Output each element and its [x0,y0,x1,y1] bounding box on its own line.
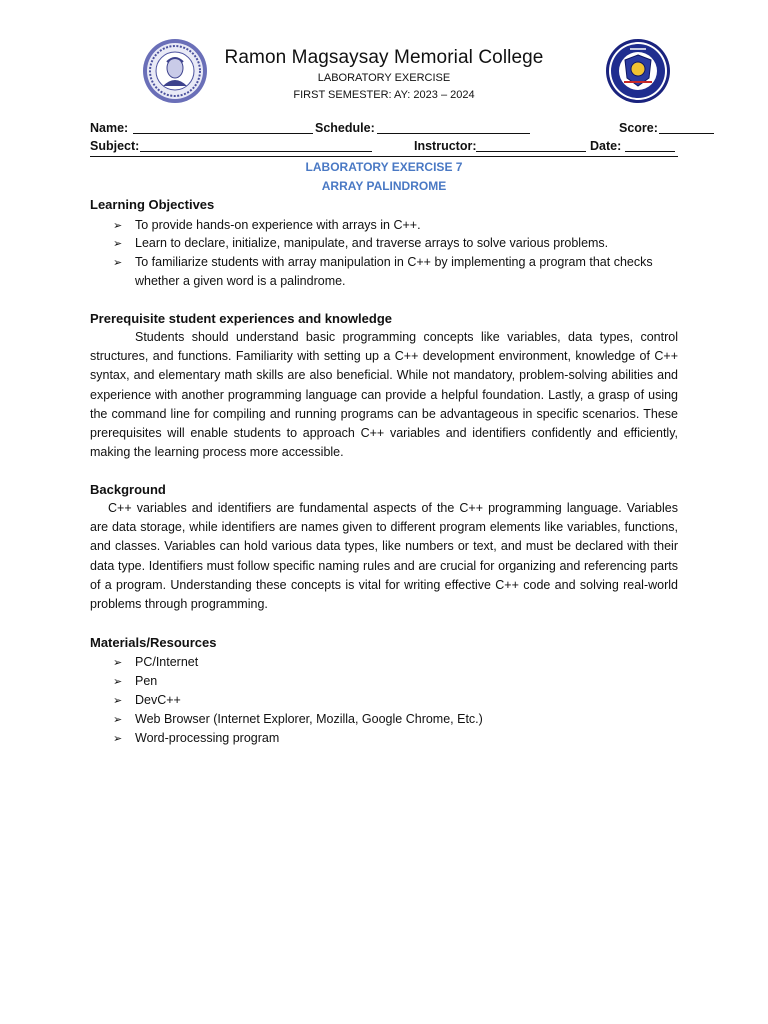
objective-item: ➢ Learn to declare, initialize, manipulate, and traverse arrays to solve various problems. [113,236,609,250]
arrow-bullet-icon: ➢ [113,733,123,745]
instructor-label: Instructor: [414,139,477,153]
exercise-title: LABORATORY EXERCISE 7 [305,160,463,174]
material-item: ➢ PC/Internet [113,655,199,669]
objective-item: ➢ To familiarize students with array manipulation in C++ by implementing a program that checks [113,255,653,269]
materials-heading: Materials/Resources [90,635,217,650]
material-item: ➢ Pen [113,674,158,688]
date-field[interactable] [625,139,675,152]
arrow-bullet-icon: ➢ [113,657,123,669]
subject-field[interactable] [140,139,372,152]
schedule-label: Schedule: [315,121,375,135]
material-item: ➢ Word-processing program [113,731,280,745]
header-divider [90,156,678,157]
name-field[interactable] [133,121,313,134]
instructor-field[interactable] [476,139,586,152]
date-label: Date: [590,139,622,153]
background-paragraph: C++ variables and identifiers are fundamental aspects of the C++ programming language. Variables are data storage, while identifiers are names given to different program elements like variables, functions, and classes. Variables can hold various data types, like numbers or text, and must be declared with their data type. Identifiers must follow specific naming rules and are crucial for organizing and referencing parts of a program. Understanding these concepts is vital for writing effective C++ code and solving real-world problems through programming. [90,501,678,612]
prerequisite-paragraph: Students should understand basic programming concepts like variables, data types, control structures, and functions. Familiarity with setting up a C++ development environment, knowledge of C++ syntax, and elementary math skills are also beneficial. While not mandatory, problem-solving abilities and experience with another programming language can provide a helpful foundation. Lastly, a grasp of using the command line for compiling and running programs can be advantageous in specific scenarios. These prerequisites will enable students to approach C++ variables and identifiers confidently and efficiently, making the learning process more accessible. [90,330,678,460]
objectives-heading: Learning Objectives [90,197,215,212]
score-label: Score: [619,121,658,135]
background-heading: Background [90,482,166,497]
material-item: ➢ Web Browser (Internet Explorer, Mozilla, Google Chrome, Etc.) [113,712,483,726]
objective-item-continued: whether a given word is a palindrome. [135,274,346,288]
arrow-bullet-icon: ➢ [113,676,123,688]
name-label: Name: [90,121,129,135]
schedule-field[interactable] [377,121,530,134]
exercise-subtitle: ARRAY PALINDROME [321,179,447,193]
objective-item: ➢ To provide hands-on experience with arrays in C++. [113,218,421,232]
subject-label: Subject: [90,139,140,153]
semester-info: FIRST SEMESTER: AY: 2023 – 2024 [293,89,475,101]
arrow-bullet-icon: ➢ [113,695,123,707]
arrow-bullet-icon: ➢ [113,220,123,232]
arrow-bullet-icon: ➢ [113,238,123,250]
arrow-bullet-icon: ➢ [113,257,123,269]
score-field[interactable] [659,121,714,134]
material-item: ➢ DevC++ [113,693,181,707]
arrow-bullet-icon: ➢ [113,714,123,726]
prerequisite-heading: Prerequisite student experiences and knowledge [90,311,392,326]
college-name: Ramon Magsaysay Memorial College [224,47,544,68]
exercise-type: LABORATORY EXERCISE [317,72,451,84]
